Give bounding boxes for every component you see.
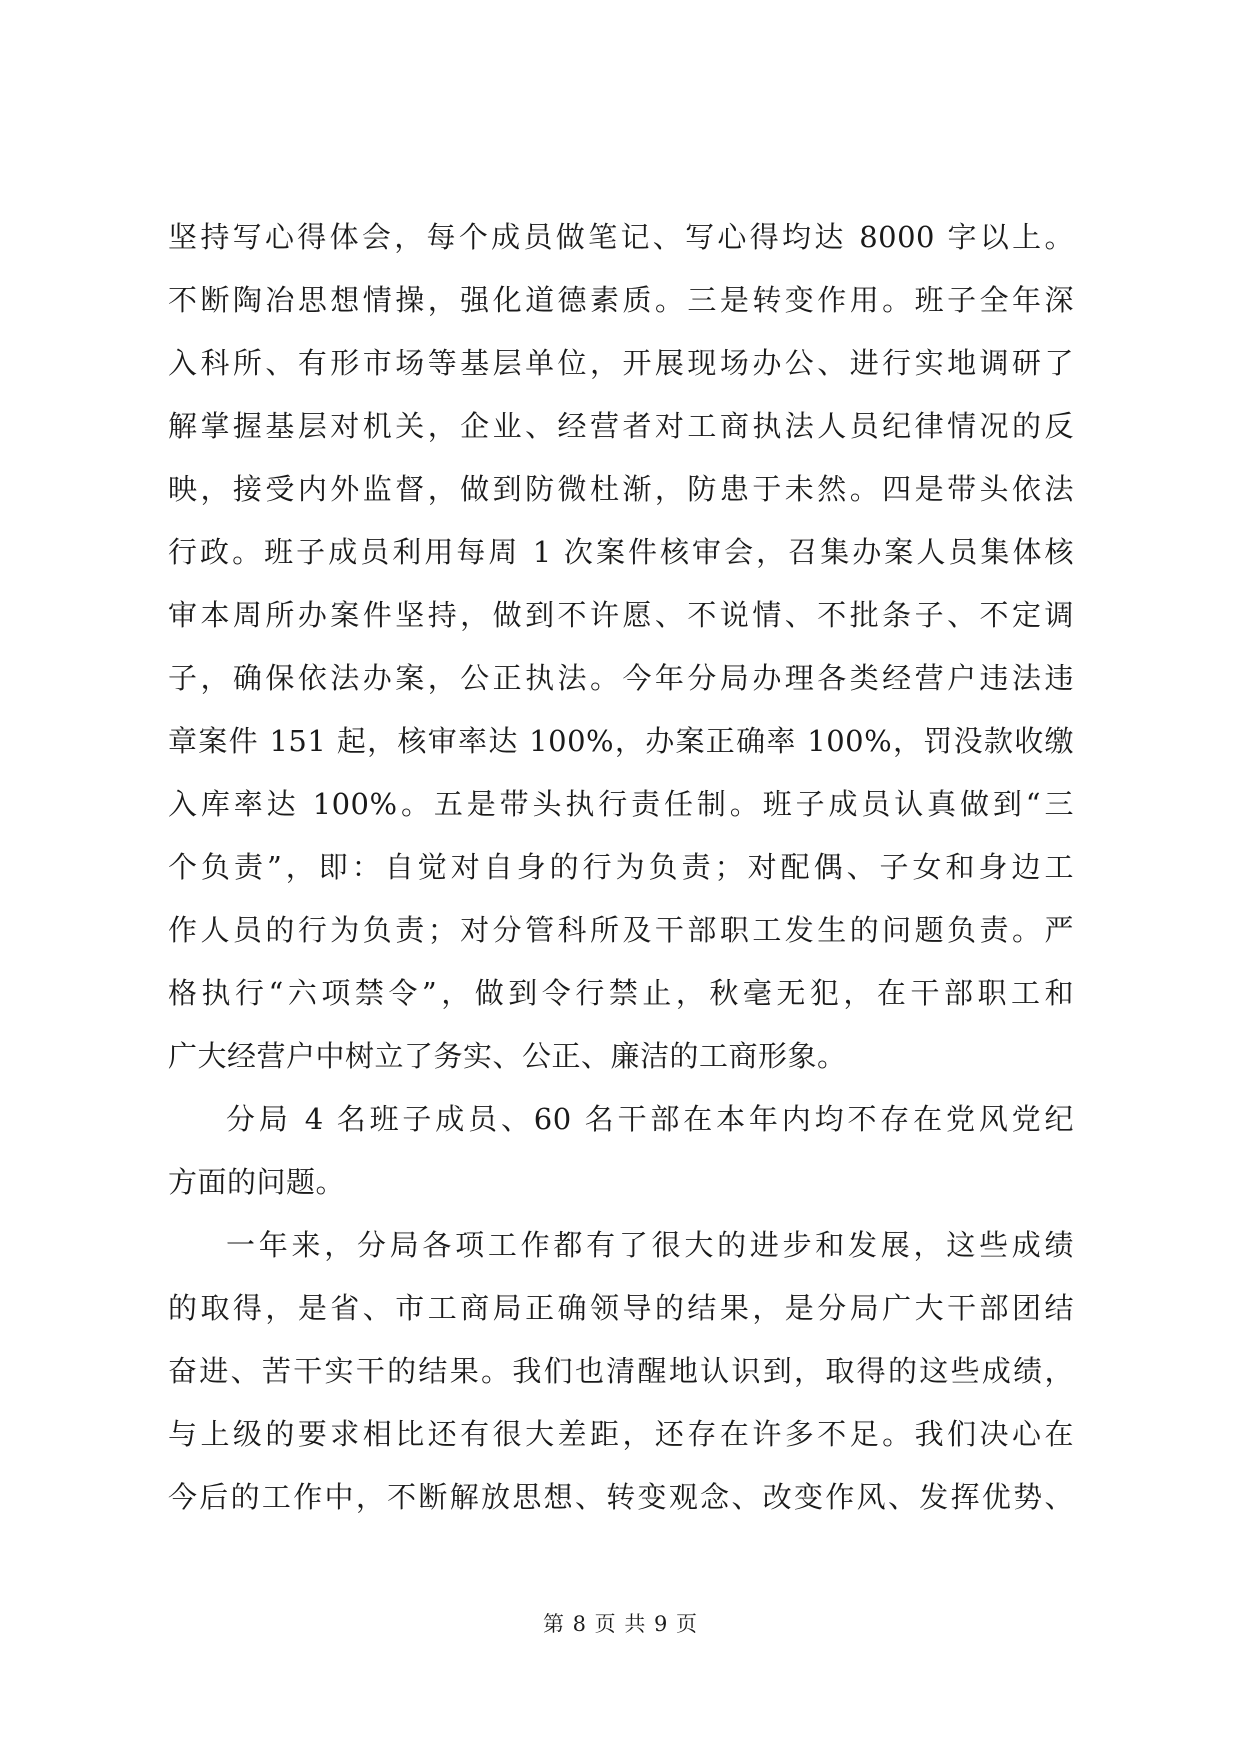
text-line: 坚持写心得体会，每个成员做笔记、写心得均达 8000 字以上。 <box>168 220 1074 254</box>
text-line: 与上级的要求相比还有很大差距，还存在许多不足。我们决心在 <box>168 1417 1074 1451</box>
text-line: 审本周所办案件坚持，做到不许愿、不说情、不批条子、不定调 <box>168 598 1074 632</box>
text-line: 映，接受内外监督，做到防微杜渐，防患于未然。四是带头依法 <box>168 472 1074 506</box>
text-line: 不断陶冶思想情操，强化道德素质。三是转变作用。班子全年深 <box>168 283 1074 317</box>
text-line: 行政。班子成员利用每周 1 次案件核审会，召集办案人员集体核 <box>168 535 1074 569</box>
text-line: 入科所、有形市场等基层单位，开展现场办公、进行实地调研了 <box>168 346 1074 380</box>
text-line: 分局 4 名班子成员、60 名干部在本年内均不存在党风党纪 <box>226 1102 1074 1136</box>
text-line: 广大经营户中树立了务实、公正、廉洁的工商形象。 <box>168 1039 847 1073</box>
text-line: 子，确保依法办案，公正执法。今年分局办理各类经营户违法违 <box>168 661 1074 695</box>
page-footer <box>0 1608 1241 1638</box>
text-line: 解掌握基层对机关，企业、经营者对工商执法人员纪律情况的反 <box>168 409 1074 443</box>
text-line: 格执行“六项禁令”，做到令行禁止，秋毫无犯，在干部职工和 <box>168 976 1074 1010</box>
text-line: 奋进、苦干实干的结果。我们也清醒地认识到，取得的这些成绩， <box>168 1354 1074 1388</box>
text-line: 作人员的行为负责；对分管科所及干部职工发生的问题负责。严 <box>168 913 1074 947</box>
text-line: 章案件 151 起，核审率达 100%，办案正确率 100%，罚没款收缴 <box>168 724 1074 758</box>
text-line: 一年来，分局各项工作都有了很大的进步和发展，这些成绩 <box>226 1228 1074 1262</box>
text-line: 入库率达 100%。五是带头执行责任制。班子成员认真做到“三 <box>168 787 1074 821</box>
text-line: 方面的问题。 <box>168 1165 346 1199</box>
text-line: 的取得，是省、市工商局正确领导的结果，是分局广大干部团结 <box>168 1291 1074 1325</box>
document-body <box>168 206 1074 1529</box>
page-number-label: 第 8 页 共 9 页 <box>542 1612 699 1636</box>
text-line: 今后的工作中，不断解放思想、转变观念、改变作风、发挥优势、 <box>168 1480 1074 1514</box>
text-line: 个负责”，即：自觉对自身的行为负责；对配偶、子女和身边工 <box>168 850 1074 884</box>
